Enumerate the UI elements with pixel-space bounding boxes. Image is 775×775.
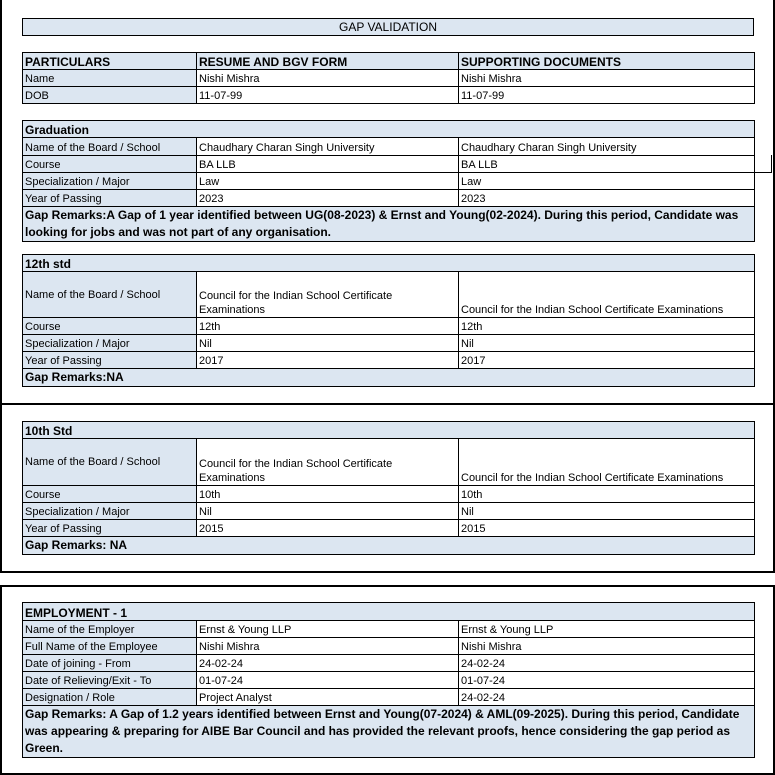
gap-remarks: Gap Remarks: A Gap of 1.2 years identified between Ernst and Young(07-2024) & AML(09-2025). During this period, Candidate was appearing & preparing for AIBE Bar Council and has provided the relevant proofs, hence considering the gap period as Green.: [23, 706, 755, 758]
cell-border: [753, 172, 771, 173]
row-label: Specialization / Major: [23, 503, 197, 520]
supporting-value: Nil: [459, 503, 755, 520]
resume-value: Nil: [197, 503, 459, 520]
row-label: Specialization / Major: [23, 173, 197, 190]
supporting-value: 12th: [459, 318, 755, 335]
resume-value: Nil: [197, 335, 459, 352]
resume-value: 2017: [197, 352, 459, 369]
row-label: DOB: [23, 87, 197, 104]
supporting-value: Ernst & Young LLP: [459, 621, 755, 638]
resume-value: Nishi Mishra: [197, 70, 459, 87]
row-label: Name of the Board / School: [23, 138, 197, 156]
supporting-value: Nishi Mishra: [459, 70, 755, 87]
row-label: Year of Passing: [23, 190, 197, 207]
twelfth-table: [22, 254, 755, 387]
resume-value: Law: [197, 173, 459, 190]
section-heading: Graduation: [23, 121, 755, 138]
row-label: Course: [23, 156, 197, 173]
header-supporting: SUPPORTING DOCUMENTS: [459, 53, 755, 70]
resume-value: Project Analyst: [197, 689, 459, 706]
row-label: Name of the Board / School: [23, 439, 197, 486]
resume-value: BA LLB: [197, 156, 459, 173]
page-title: GAP VALIDATION: [22, 18, 754, 36]
resume-value: Council for the Indian School Certificate Examinations: [197, 439, 459, 486]
resume-value: 10th: [197, 486, 459, 503]
row-label: Year of Passing: [23, 520, 197, 537]
personal-table: [22, 52, 755, 104]
row-label: Specialization / Major: [23, 335, 197, 352]
supporting-value: 24-02-24: [459, 655, 755, 672]
resume-value: 12th: [197, 318, 459, 335]
row-label: Year of Passing: [23, 352, 197, 369]
supporting-value: 11-07-99: [459, 87, 755, 104]
supporting-value: 24-02-24: [459, 689, 755, 706]
row-label: Designation / Role: [23, 689, 197, 706]
supporting-value: 2023: [459, 190, 755, 207]
supporting-value: 2017: [459, 352, 755, 369]
row-label: Date of Relieving/Exit - To: [23, 672, 197, 689]
graduation-table: [22, 120, 755, 242]
cell-border: [771, 155, 772, 173]
resume-value: 11-07-99: [197, 87, 459, 104]
supporting-value: Council for the Indian School Certificate Examinations: [459, 272, 755, 318]
supporting-value: Nishi Mishra: [459, 638, 755, 655]
row-label: Course: [23, 318, 197, 335]
resume-value: Council for the Indian School Certificate Examinations: [197, 272, 459, 318]
supporting-value: Law: [459, 173, 755, 190]
resume-value: Ernst & Young LLP: [197, 621, 459, 638]
row-label: Name of the Employer: [23, 621, 197, 638]
resume-value: 24-02-24: [197, 655, 459, 672]
header-resume: RESUME AND BGV FORM: [197, 53, 459, 70]
gap-remarks: Gap Remarks: NA: [23, 537, 755, 555]
section-heading: EMPLOYMENT - 1: [23, 603, 755, 621]
resume-value: 01-07-24: [197, 672, 459, 689]
gap-remarks: Gap Remarks:A Gap of 1 year identified between UG(08-2023) & Ernst and Young(02-2024). During this period, Candidate was looking for jobs and was not part of any organisation.: [23, 207, 755, 242]
employment-table: [22, 602, 755, 758]
supporting-value: Council for the Indian School Certificate Examinations: [459, 439, 755, 486]
supporting-value: 01-07-24: [459, 672, 755, 689]
section-heading: 12th std: [23, 255, 755, 272]
resume-value: 2023: [197, 190, 459, 207]
supporting-value: BA LLB: [459, 156, 755, 173]
tenth-table: [22, 421, 755, 555]
supporting-value: 2015: [459, 520, 755, 537]
resume-value: 2015: [197, 520, 459, 537]
resume-value: Nishi Mishra: [197, 638, 459, 655]
supporting-value: Nil: [459, 335, 755, 352]
header-particulars: PARTICULARS: [23, 53, 197, 70]
row-label: Full Name of the Employee: [23, 638, 197, 655]
supporting-value: 10th: [459, 486, 755, 503]
gap-remarks: Gap Remarks:NA: [23, 369, 755, 387]
row-label: Name of the Board / School: [23, 272, 197, 318]
supporting-value: Chaudhary Charan Singh University: [459, 138, 755, 156]
row-label: Course: [23, 486, 197, 503]
resume-value: Chaudhary Charan Singh University: [197, 138, 459, 156]
row-label: Date of joining - From: [23, 655, 197, 672]
row-label: Name: [23, 70, 197, 87]
section-heading: 10th Std: [23, 422, 755, 439]
